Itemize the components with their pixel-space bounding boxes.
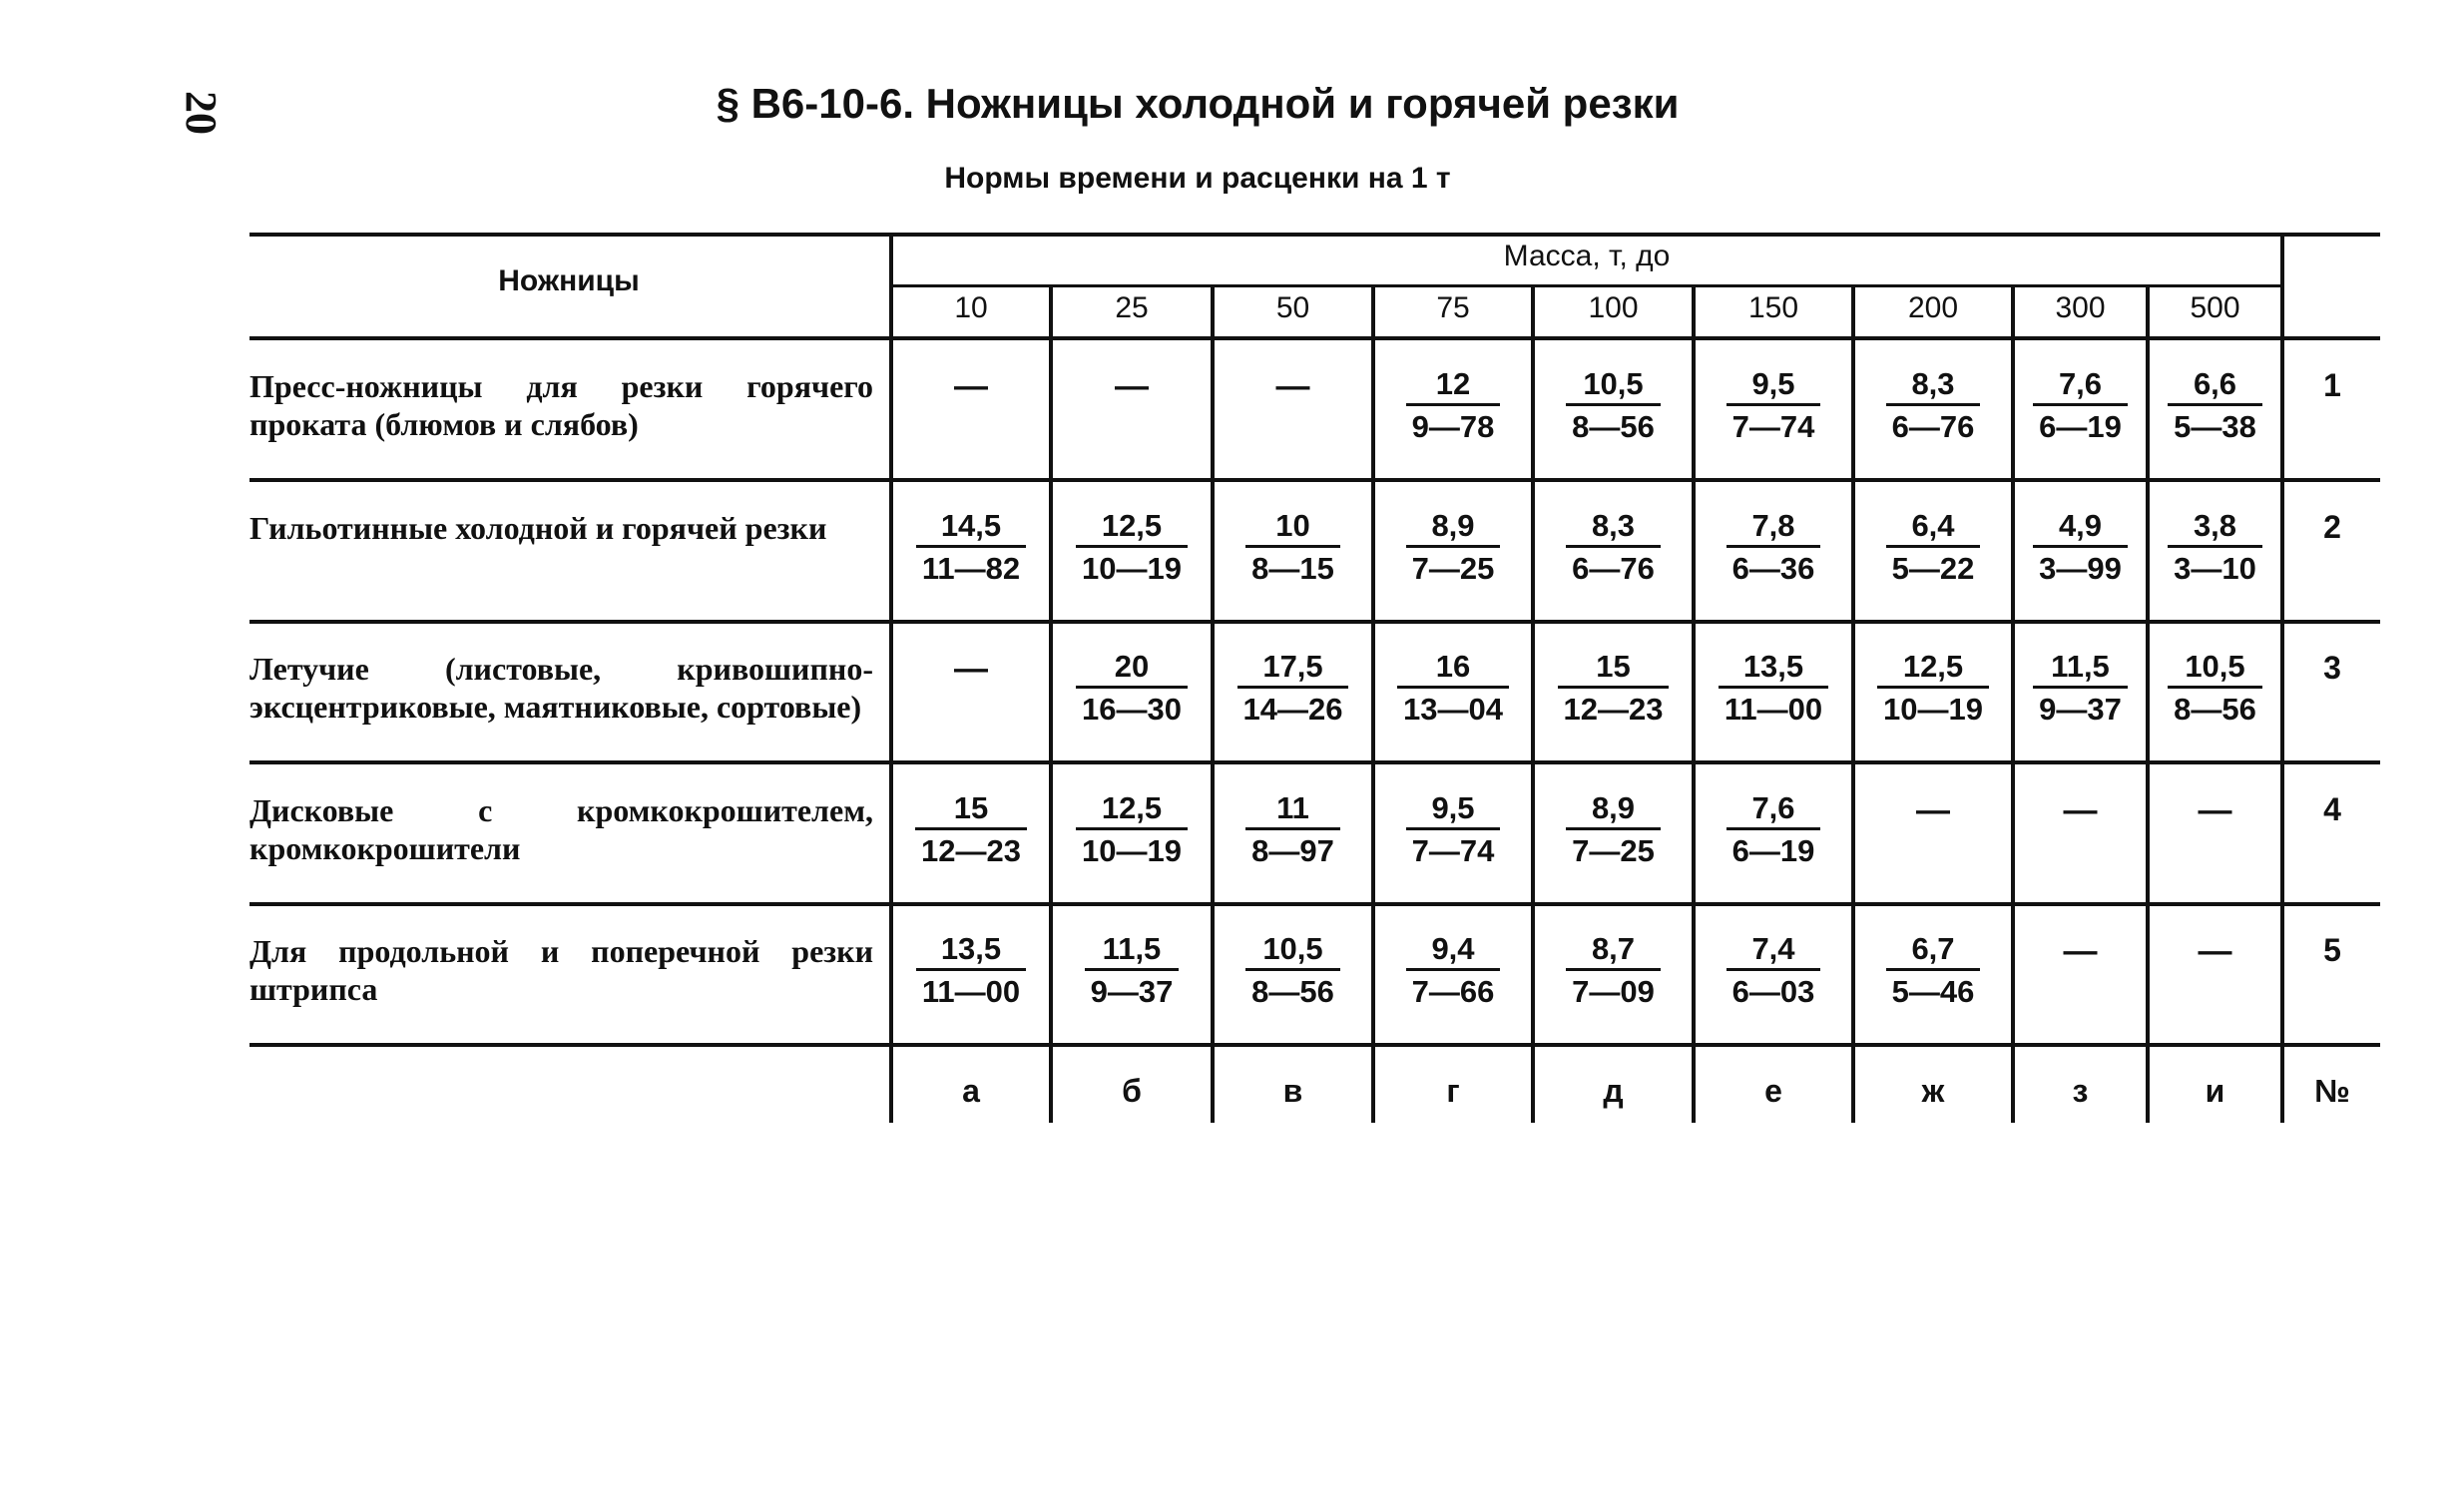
header-bottom-rule bbox=[249, 336, 2380, 340]
time-norm: 10,5 bbox=[1566, 367, 1661, 406]
row-rule bbox=[249, 1043, 2380, 1047]
empty-dash: — bbox=[2063, 932, 2098, 970]
row-number: 3 bbox=[2323, 650, 2341, 686]
header-mass-50: 50 bbox=[1275, 291, 1310, 324]
time-norm: 9,5 bbox=[1726, 367, 1821, 406]
rate: 5—38 bbox=[2174, 409, 2256, 444]
table-cell bbox=[2013, 650, 2148, 728]
row-name: Для продольной и поперечной резки штрипса bbox=[249, 933, 873, 1007]
rate: 7—25 bbox=[1572, 833, 1655, 868]
table-cell bbox=[1533, 509, 1694, 587]
norm-fraction bbox=[1566, 367, 1661, 444]
norm-fraction bbox=[1406, 932, 1501, 1009]
table-cell bbox=[2148, 791, 2282, 830]
column-letter: ж bbox=[1921, 1073, 1945, 1109]
row-number: 4 bbox=[2323, 791, 2341, 827]
time-norm: 8,9 bbox=[1406, 509, 1501, 548]
row-name: Летучие (листовые, кривошипно-эксцентриковые, маятниковые, сортовые) bbox=[249, 651, 873, 725]
norm-fraction bbox=[1406, 791, 1501, 868]
empty-dash: — bbox=[954, 650, 988, 688]
rate: 12—23 bbox=[1563, 692, 1664, 727]
rate: 8—56 bbox=[1572, 409, 1655, 444]
header-scissors: Ножницы bbox=[498, 264, 640, 297]
rate: 11—82 bbox=[921, 551, 1021, 586]
norm-fraction bbox=[916, 509, 1026, 586]
empty-dash: — bbox=[1916, 791, 1950, 829]
rate: 5—46 bbox=[1891, 974, 1975, 1009]
time-norm: 10,5 bbox=[2168, 650, 2262, 689]
rate: 10—19 bbox=[1082, 833, 1182, 868]
rate: 8—15 bbox=[1251, 551, 1334, 586]
table-cell bbox=[1051, 650, 1213, 728]
table-top-rule bbox=[249, 233, 2380, 237]
table-cell bbox=[1533, 650, 1694, 728]
table-cell bbox=[2148, 932, 2282, 971]
table-cell bbox=[1373, 932, 1533, 1010]
table-cell bbox=[2013, 509, 2148, 587]
rate: 8—56 bbox=[2174, 692, 2256, 727]
table-cell bbox=[1533, 791, 1694, 869]
norm-fraction bbox=[2033, 367, 2128, 444]
time-norm: 8,9 bbox=[1566, 791, 1661, 830]
norm-fraction bbox=[1719, 650, 1828, 727]
table-cell bbox=[1853, 791, 2013, 830]
table-cell bbox=[1853, 932, 2013, 1010]
rate: 6—19 bbox=[2039, 409, 2122, 444]
time-norm: 15 bbox=[915, 791, 1027, 830]
column-letter: д bbox=[1603, 1073, 1624, 1109]
column-letter: а bbox=[962, 1073, 980, 1109]
table-cell bbox=[1853, 509, 2013, 587]
table-cell bbox=[1694, 367, 1853, 445]
table-cell bbox=[2013, 932, 2148, 971]
time-norm: 13,5 bbox=[1719, 650, 1828, 689]
table-cell bbox=[1694, 791, 1853, 869]
rate: 7—74 bbox=[1731, 409, 1815, 444]
norm-fraction bbox=[1886, 367, 1981, 444]
row-rule bbox=[249, 902, 2380, 906]
rate: 6—19 bbox=[1731, 833, 1815, 868]
norm-fraction bbox=[1558, 650, 1670, 727]
norm-fraction bbox=[1726, 932, 1821, 1009]
rate: 9—78 bbox=[1411, 409, 1495, 444]
rate: 9—37 bbox=[2039, 692, 2122, 727]
rate: 11—00 bbox=[1724, 692, 1823, 727]
time-norm: 11 bbox=[1245, 791, 1340, 830]
row-number: 1 bbox=[2323, 367, 2341, 403]
rate: 7—25 bbox=[1411, 551, 1495, 586]
rate: 14—26 bbox=[1242, 692, 1343, 727]
empty-dash: — bbox=[2198, 932, 2232, 970]
column-letter: з bbox=[2072, 1073, 2089, 1109]
norm-fraction bbox=[2033, 509, 2128, 586]
header-mass-group: Масса, т, до bbox=[1503, 240, 1671, 272]
time-norm: 15 bbox=[1558, 650, 1670, 689]
row-rule bbox=[249, 760, 2380, 764]
table-cell bbox=[891, 932, 1051, 1010]
table-cell bbox=[891, 509, 1051, 587]
time-norm: 7,6 bbox=[1726, 791, 1821, 830]
page-number: 20 bbox=[177, 91, 226, 135]
time-norm: 3,8 bbox=[2168, 509, 2262, 548]
time-norm: 10 bbox=[1245, 509, 1340, 548]
norm-fraction bbox=[2033, 650, 2128, 727]
norm-fraction bbox=[1566, 932, 1661, 1009]
norm-fraction bbox=[1245, 791, 1340, 868]
row-name: Дисковые с кромкокрошителем, кромкокрошители bbox=[249, 792, 873, 866]
norm-fraction bbox=[1886, 509, 1981, 586]
column-letter: и bbox=[2205, 1073, 2225, 1109]
empty-dash: — bbox=[2063, 791, 2098, 829]
rate: 6—36 bbox=[1731, 551, 1815, 586]
empty-dash: — bbox=[954, 367, 988, 405]
rate: 16—30 bbox=[1082, 692, 1182, 727]
rate: 6—76 bbox=[1572, 551, 1655, 586]
empty-dash: — bbox=[1115, 367, 1149, 405]
norm-fraction bbox=[2168, 367, 2262, 444]
table-cell bbox=[2148, 509, 2282, 587]
table-cell bbox=[1694, 509, 1853, 587]
column-letter: б bbox=[1122, 1073, 1142, 1109]
time-norm: 7,4 bbox=[1726, 932, 1821, 971]
rate: 6—76 bbox=[1891, 409, 1975, 444]
table-cell bbox=[2148, 367, 2282, 445]
table-cell bbox=[891, 367, 1051, 406]
rate: 13—04 bbox=[1403, 692, 1503, 727]
table-cell bbox=[1853, 367, 2013, 445]
time-norm: 16 bbox=[1397, 650, 1509, 689]
time-norm: 9,4 bbox=[1406, 932, 1501, 971]
time-norm: 14,5 bbox=[916, 509, 1026, 548]
norm-fraction bbox=[1076, 650, 1188, 727]
header-mass-10: 10 bbox=[954, 291, 988, 324]
table-cell bbox=[891, 650, 1051, 689]
header-mass-150: 150 bbox=[1747, 291, 1799, 324]
rate: 3—99 bbox=[2039, 551, 2122, 586]
header-mass-300: 300 bbox=[2055, 291, 2106, 324]
row-number: 5 bbox=[2323, 932, 2341, 968]
table-cell bbox=[2013, 791, 2148, 830]
row-rule bbox=[249, 478, 2380, 482]
table-cell bbox=[1533, 367, 1694, 445]
rate: 10—19 bbox=[1883, 692, 1983, 727]
norm-fraction bbox=[1566, 509, 1661, 586]
norm-fraction bbox=[1726, 791, 1821, 868]
norm-fraction bbox=[1245, 509, 1340, 586]
time-norm: 9,5 bbox=[1406, 791, 1501, 830]
time-norm: 6,7 bbox=[1886, 932, 1981, 971]
table-cell bbox=[1853, 650, 2013, 728]
time-norm: 12 bbox=[1406, 367, 1501, 406]
rate: 11—00 bbox=[921, 974, 1021, 1009]
rate: 7—66 bbox=[1411, 974, 1495, 1009]
table-cell bbox=[1533, 932, 1694, 1010]
rate: 12—23 bbox=[921, 833, 1021, 868]
table-cell bbox=[1051, 932, 1213, 1010]
table-cell bbox=[1051, 791, 1213, 869]
column-letter: е bbox=[1764, 1073, 1782, 1109]
rate: 5—22 bbox=[1891, 551, 1975, 586]
table-cell bbox=[1051, 367, 1213, 406]
header-mass-100: 100 bbox=[1588, 291, 1639, 324]
table-subtitle: Нормы времени и расценки на 1 т bbox=[944, 162, 1451, 195]
norm-fraction bbox=[1076, 791, 1188, 868]
row-name: Пресс-ножницы для резки горячего проката (блюмов и слябов) bbox=[249, 368, 873, 442]
time-norm: 13,5 bbox=[916, 932, 1026, 971]
number-column-label: № bbox=[2314, 1073, 2350, 1109]
norm-fraction bbox=[1237, 650, 1349, 727]
rate: 8—97 bbox=[1251, 833, 1334, 868]
table-cell bbox=[1373, 367, 1533, 445]
rate: 7—74 bbox=[1411, 833, 1495, 868]
norm-fraction bbox=[1566, 791, 1661, 868]
table-cell bbox=[2013, 367, 2148, 445]
header-mass-75: 75 bbox=[1436, 291, 1470, 324]
norm-fraction bbox=[1886, 932, 1981, 1009]
norm-fraction bbox=[1406, 509, 1501, 586]
header-mass-200: 200 bbox=[1907, 291, 1959, 324]
empty-dash: — bbox=[1275, 367, 1310, 405]
norm-fraction bbox=[1877, 650, 1989, 727]
time-norm: 12,5 bbox=[1877, 650, 1989, 689]
row-name: Гильотинные холодной и горячей резки bbox=[249, 510, 827, 546]
time-norm: 10,5 bbox=[1245, 932, 1340, 971]
table-cell bbox=[2148, 650, 2282, 728]
time-norm: 6,6 bbox=[2168, 367, 2262, 406]
row-number: 2 bbox=[2323, 509, 2341, 545]
time-norm: 8,3 bbox=[1566, 509, 1661, 548]
header-mass-25: 25 bbox=[1115, 291, 1149, 324]
table-cell bbox=[1694, 932, 1853, 1010]
table-cell bbox=[1051, 509, 1213, 587]
column-letter: в bbox=[1282, 1073, 1303, 1109]
column-letter: г bbox=[1446, 1073, 1460, 1109]
time-norm: 12,5 bbox=[1076, 791, 1188, 830]
row-rule bbox=[249, 620, 2380, 624]
time-norm: 8,3 bbox=[1886, 367, 1981, 406]
time-norm: 7,8 bbox=[1726, 509, 1821, 548]
rate: 9—37 bbox=[1090, 974, 1174, 1009]
table-cell bbox=[1213, 367, 1373, 406]
table-cell bbox=[891, 791, 1051, 869]
header-mass-rule bbox=[891, 284, 2282, 287]
table-cell bbox=[1213, 509, 1373, 587]
rate: 10—19 bbox=[1082, 551, 1182, 586]
time-norm: 11,5 bbox=[2033, 650, 2128, 689]
time-norm: 4,9 bbox=[2033, 509, 2128, 548]
norm-fraction bbox=[2168, 650, 2262, 727]
time-norm: 8,7 bbox=[1566, 932, 1661, 971]
empty-dash: — bbox=[2198, 791, 2232, 829]
table-cell bbox=[1373, 650, 1533, 728]
norm-fraction bbox=[1726, 367, 1821, 444]
norm-fraction bbox=[1085, 932, 1180, 1009]
norm-fraction bbox=[1076, 509, 1188, 586]
rate: 3—10 bbox=[2174, 551, 2256, 586]
norm-fraction bbox=[1406, 367, 1501, 444]
rate: 7—09 bbox=[1572, 974, 1655, 1009]
norm-fraction bbox=[1245, 932, 1340, 1009]
table-cell bbox=[1694, 650, 1853, 728]
table-cell bbox=[1373, 509, 1533, 587]
norm-fraction bbox=[1397, 650, 1509, 727]
header-mass-500: 500 bbox=[2190, 291, 2240, 324]
norm-fraction bbox=[1726, 509, 1821, 586]
table-cell bbox=[1373, 791, 1533, 869]
section-title: § В6-10-6. Ножницы холодной и горячей резки bbox=[716, 80, 1680, 127]
time-norm: 12,5 bbox=[1076, 509, 1188, 548]
norm-fraction bbox=[915, 791, 1027, 868]
rate: 6—03 bbox=[1731, 974, 1815, 1009]
table-cell bbox=[1213, 932, 1373, 1010]
time-norm: 11,5 bbox=[1085, 932, 1180, 971]
rate: 8—56 bbox=[1251, 974, 1334, 1009]
time-norm: 20 bbox=[1076, 650, 1188, 689]
time-norm: 6,4 bbox=[1886, 509, 1981, 548]
norm-fraction bbox=[916, 932, 1026, 1009]
table-cell bbox=[1213, 650, 1373, 728]
norm-fraction bbox=[2168, 509, 2262, 586]
time-norm: 7,6 bbox=[2033, 367, 2128, 406]
table-cell bbox=[1213, 791, 1373, 869]
time-norm: 17,5 bbox=[1237, 650, 1349, 689]
